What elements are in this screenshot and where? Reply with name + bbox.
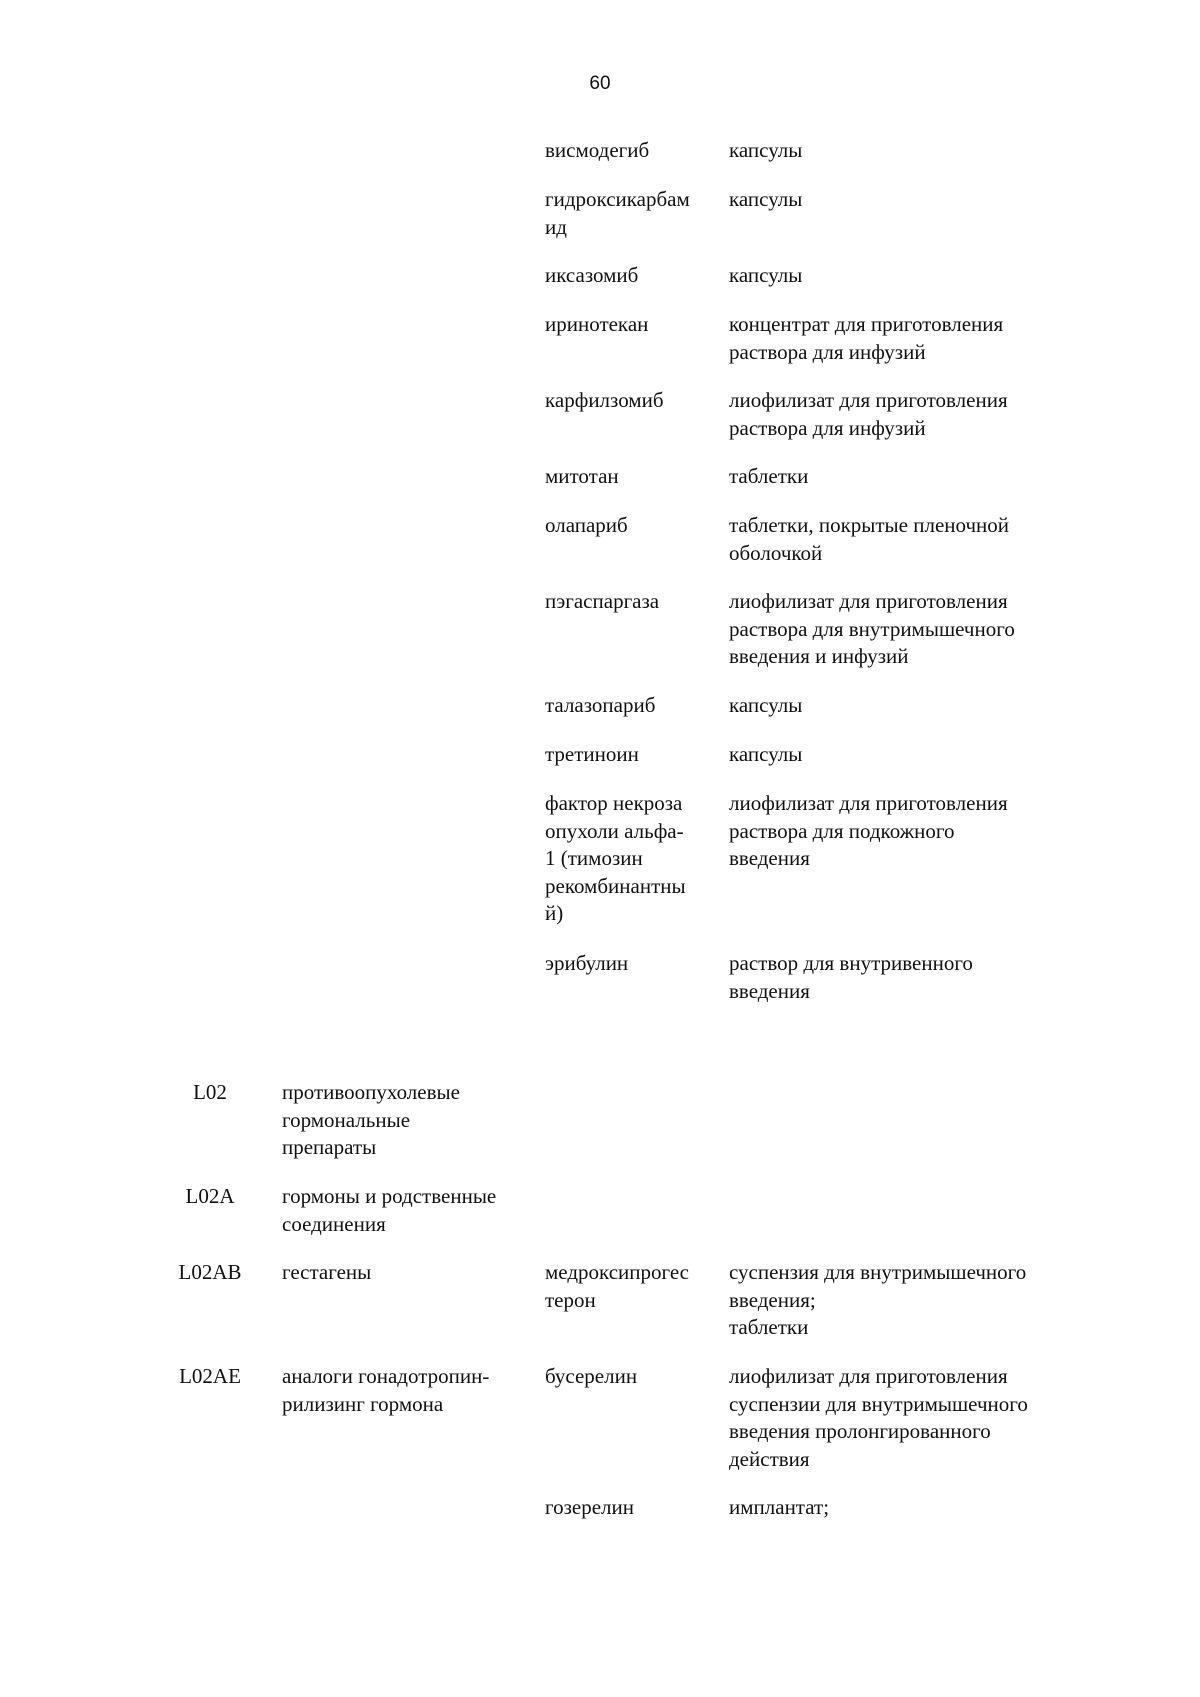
dosage-form: капсулы	[729, 693, 803, 717]
dosage-form: лиофилизат для приготовления раствора для инфузий	[729, 388, 1008, 440]
group-name: противоопухолевые гормональные препараты	[282, 1080, 460, 1159]
dosage-form: суспензия для внутримышечного введения; таблетки	[729, 1260, 1027, 1339]
drug-name: бусерелин	[545, 1364, 638, 1388]
drug-name: иринотекан	[545, 312, 649, 336]
atc-code: L02AE	[179, 1364, 241, 1388]
drug-name: пэгаспаргаза	[545, 589, 660, 613]
drug-name: карфилзомиб	[545, 388, 664, 412]
atc-code: L02AB	[178, 1260, 242, 1284]
atc-code: L02	[193, 1080, 227, 1104]
dosage-form: капсулы	[729, 742, 803, 766]
dosage-form: лиофилизат для приготовления суспензии для внутримышечного введения пролонгированного действия	[729, 1364, 1028, 1471]
dosage-form: таблетки	[729, 464, 809, 488]
drug-name: висмодегиб	[545, 138, 650, 162]
dosage-form: концентрат для приготовления раствора для инфузий	[729, 312, 1004, 364]
drug-name: третиноин	[545, 742, 639, 766]
drug-name: гидроксикарбам ид	[545, 187, 690, 239]
group-name: гестагены	[282, 1260, 372, 1284]
drug-name: фактор некроза опухоли альфа- 1 (тимозин рекомбинантны й)	[545, 791, 686, 925]
drug-name: медроксипрогес терон	[545, 1260, 689, 1312]
page-number: 60	[589, 73, 611, 94]
drug-name: эрибулин	[545, 951, 629, 975]
dosage-form: раствор для внутривенного введения	[729, 951, 973, 1003]
group-name: аналоги гонадотропин- рилизинг гормона	[282, 1364, 490, 1416]
dosage-form: таблетки, покрытые пленочной оболочкой	[729, 513, 1010, 565]
drug-name: иксазомиб	[545, 263, 639, 287]
atc-code: L02A	[185, 1184, 235, 1208]
dosage-form: лиофилизат для приготовления раствора для внутримышечного введения и инфузий	[729, 589, 1015, 668]
group-name: гормоны и родственные соединения	[282, 1184, 497, 1236]
dosage-form: капсулы	[729, 187, 803, 211]
dosage-form: капсулы	[729, 138, 803, 162]
drug-name: митотан	[545, 464, 619, 488]
dosage-form: лиофилизат для приготовления раствора для подкожного введения	[729, 791, 1008, 870]
dosage-form: имплантат;	[729, 1495, 830, 1519]
dosage-form: капсулы	[729, 263, 803, 287]
drug-name: талазопариб	[545, 693, 656, 717]
drug-name: олапариб	[545, 513, 628, 537]
drug-name: гозерелин	[545, 1495, 634, 1519]
